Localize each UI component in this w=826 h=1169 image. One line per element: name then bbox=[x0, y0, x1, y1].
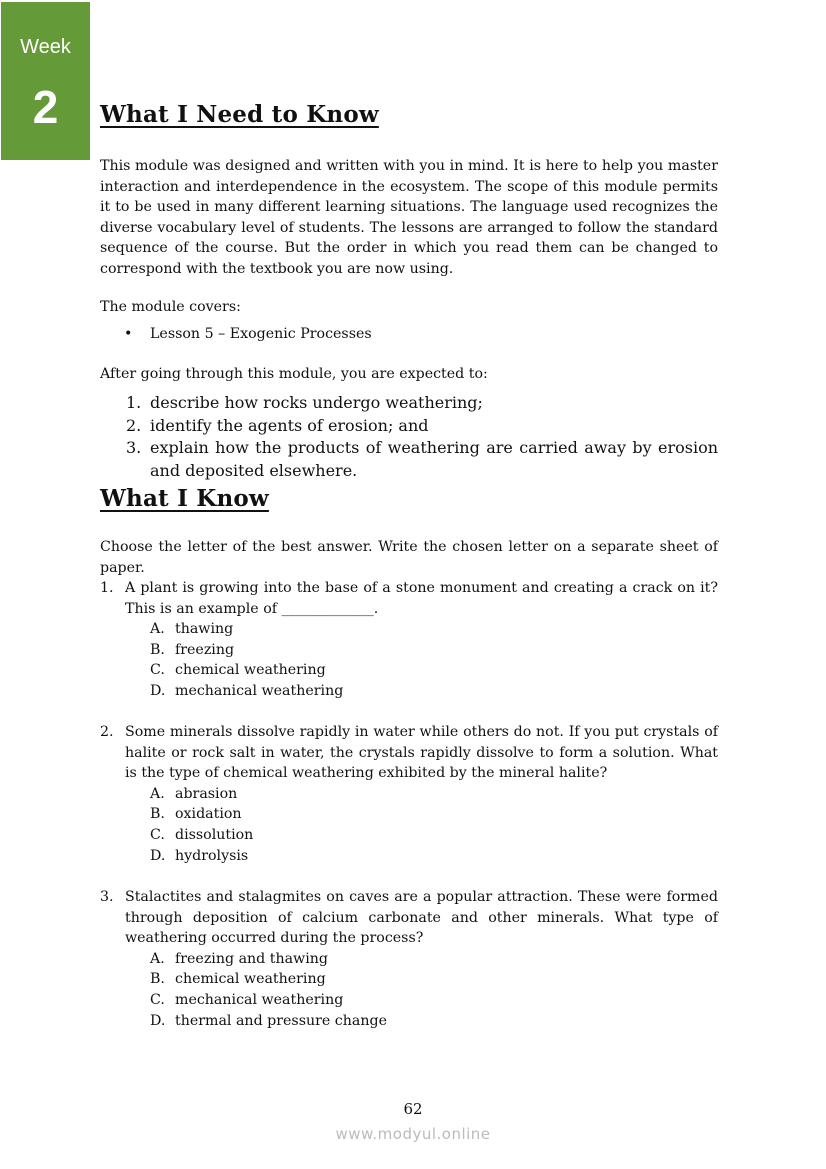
answer-option: D. thermal and pressure change bbox=[150, 1012, 387, 1029]
answer-option: B. chemical weathering bbox=[150, 971, 326, 988]
page-number: 62 bbox=[403, 1100, 423, 1118]
answer-option: C. dissolution bbox=[150, 826, 254, 843]
answer-option: C. chemical weathering bbox=[150, 662, 326, 679]
week-badge bbox=[1, 2, 90, 160]
question-text: A plant is growing into the base of a stone monument and creating a crack on it? This is an example of _____________. bbox=[125, 580, 718, 617]
instructions: Choose the letter of the best answer. Write the chosen letter on a separate sheet of paper. bbox=[100, 539, 718, 576]
week-label: Week bbox=[20, 36, 71, 58]
answer-option: C. mechanical weathering bbox=[150, 991, 344, 1008]
objective-item: 1. describe how rocks undergo weathering; bbox=[126, 393, 483, 412]
answer-option: B. freezing bbox=[150, 641, 235, 658]
objective-item: 3. explain how the products of weathering are carried away by erosion and deposited elsewhere. bbox=[126, 438, 718, 480]
objective-item: 2. identify the agents of erosion; and bbox=[126, 415, 429, 435]
question-3: 3. Stalactites and stalagmites on caves are a popular attraction. These were formed through deposition of calcium carbonate and other minerals. What type of weathering occurred during the process? A. freezing and thawing B. chemical weathering C. mechanical weathering D. thermal and pressure change bbox=[100, 887, 718, 1031]
bullet-icon: • bbox=[124, 326, 133, 342]
answer-option: D. mechanical weathering bbox=[150, 682, 344, 699]
intro-text: This module was designed and written with you in mind. It is here to help you master interaction and interdependence in the ecosystem. The scope of this module permits it to be used in many different learning situations. The language used recognizes the diverse vocabulary level of students. The lessons are arranged to follow the standard sequence of the course. But the order in which you read them can be changed to correspond with the textbook you are now using. bbox=[100, 158, 718, 277]
answer-option: A. freezing and thawing bbox=[150, 950, 328, 967]
objectives-list bbox=[126, 392, 718, 482]
intro-paragraph bbox=[100, 156, 718, 280]
answer-option: A. abrasion bbox=[150, 785, 238, 802]
watermark: www.modyul.online bbox=[335, 1125, 491, 1143]
lesson-bullet bbox=[126, 326, 372, 342]
answer-option: A. thawing bbox=[150, 621, 234, 638]
expect-label: After going through this module, you are expected to: bbox=[100, 366, 488, 382]
question-1: 1. A plant is growing into the base of a stone monument and creating a crack on it? This is an example of _____________. A. thawing B. freezing C. chemical weathering D. mechanical weathering bbox=[100, 578, 718, 702]
section-title-what-i-know: What I Know bbox=[100, 485, 269, 512]
question-text: Stalactites and stalagmites on caves are a popular attraction. These were formed through deposition of calcium carbonate and other minerals. What type of weathering occurred during the process? bbox=[125, 889, 718, 947]
answer-option: D. hydrolysis bbox=[150, 847, 249, 864]
lesson-text: Lesson 5 – Exogenic Processes bbox=[150, 326, 372, 342]
covers-label: The module covers: bbox=[100, 299, 241, 315]
question-2: 2. Some minerals dissolve rapidly in water while others do not. If you put crystals of halite or rock salt in water, the crystals rapidly dissolve to form a solution. What is the type of chemical weathering exhibited by the mineral halite? A. abrasion B. oxidation C. dissolution D. hydrolysis bbox=[100, 722, 718, 866]
answer-option: B. oxidation bbox=[150, 806, 242, 823]
week-number: 2 bbox=[32, 81, 59, 133]
question-text: Some minerals dissolve rapidly in water while others do not. If you put crystals of halite or rock salt in water, the crystals rapidly dissolve to form a solution. What is the type of chemical weathering exhibited by the mineral halite? bbox=[125, 724, 718, 782]
section-title-what-i-need-to-know: What I Need to Know bbox=[100, 101, 379, 128]
